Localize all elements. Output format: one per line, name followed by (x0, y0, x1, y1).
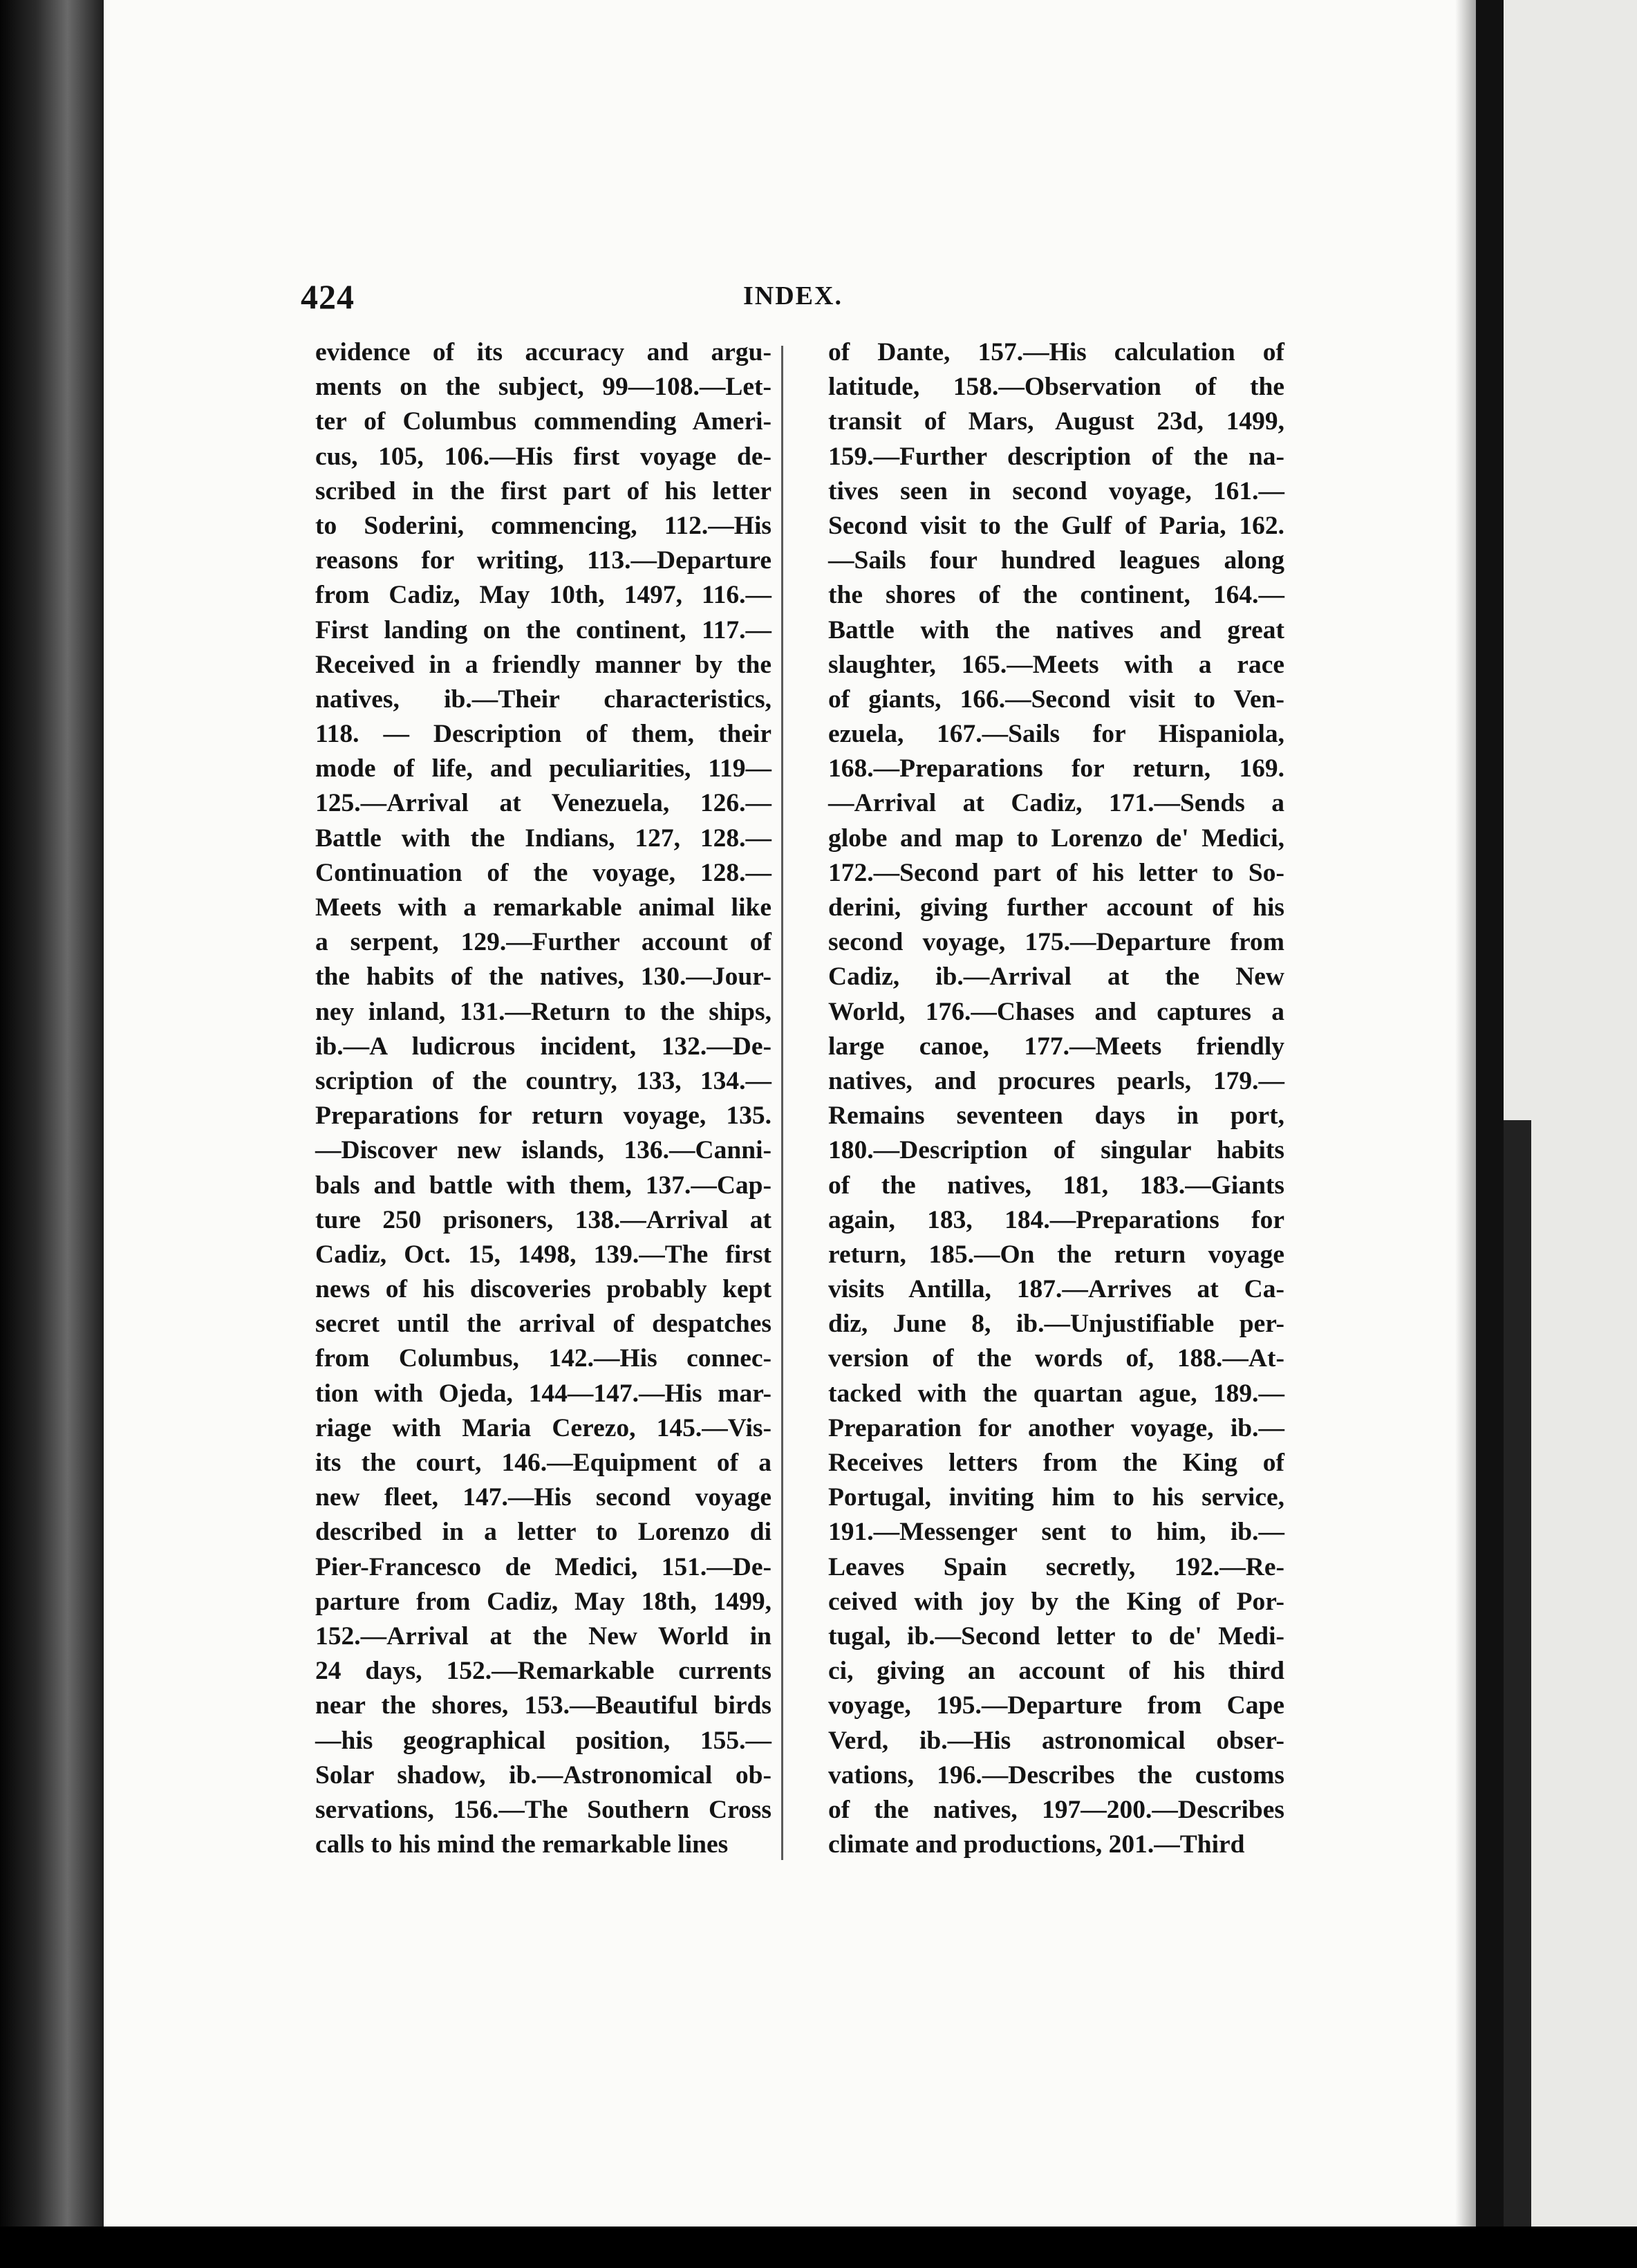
index-line: new fleet, 147.—His second voyage (315, 1483, 771, 1512)
index-line: of Dante, 157.—His calculation of (828, 338, 1284, 366)
index-line: Cadiz, Oct. 15, 1498, 139.—The first (315, 1240, 771, 1269)
index-line: scription of the country, 133, 134.— (315, 1066, 771, 1095)
index-line: 159.—Further description of the na- (828, 442, 1284, 471)
index-line: Battle with the natives and great (828, 615, 1284, 644)
index-line: globe and map to Lorenzo de' Medici, (828, 824, 1284, 853)
running-title: INDEX. (743, 281, 843, 310)
index-line: Meets with a remarkable animal like (315, 893, 771, 922)
index-line: riage with Maria Cerezo, 145.—Vis- (315, 1413, 771, 1442)
index-line: its the court, 146.—Equipment of a (315, 1449, 771, 1477)
index-line: of giants, 166.—Second visit to Ven- (828, 685, 1284, 714)
index-line: second voyage, 175.—Departure from (828, 928, 1284, 957)
index-line: Preparation for another voyage, ib.— (828, 1413, 1284, 1442)
index-line: described in a letter to Lorenzo di (315, 1518, 771, 1547)
index-line: voyage, 195.—Departure from Cape (828, 1691, 1284, 1720)
index-line: Battle with the Indians, 127, 128.— (315, 824, 771, 853)
index-line: Solar shadow, ib.—Astronomical ob- (315, 1760, 771, 1790)
index-line: cus, 105, 106.—His first voyage de- (315, 442, 771, 471)
index-line: tives seen in second voyage, 161.— (828, 476, 1284, 505)
index-line: tion with Ojeda, 144—147.—His mar- (315, 1379, 771, 1408)
index-line: the shores of the continent, 164.— (828, 581, 1284, 610)
index-line: Received in a friendly manner by the (315, 650, 771, 679)
index-line: Continuation of the voyage, 128.— (315, 858, 771, 887)
facing-page-edge (1504, 0, 1637, 2227)
index-line: 125.—Arrival at Venezuela, 126.— (315, 789, 771, 818)
index-line: ci, giving an account of his third (828, 1657, 1284, 1686)
index-line: natives, ib.—Their characteristics, (315, 685, 771, 714)
index-line: 152.—Arrival at the New World in (315, 1621, 771, 1651)
index-line: from Columbus, 142.—His connec- (315, 1344, 771, 1373)
index-line: latitude, 158.—Observation of the (828, 373, 1284, 402)
index-line: evidence of its accuracy and argu- (315, 338, 771, 366)
index-column-right (828, 335, 1284, 1862)
index-line: Preparations for return voyage, 135. (315, 1102, 771, 1131)
index-line: slaughter, 165.—Meets with a race (828, 650, 1284, 679)
index-line: news of his discoveries probably kept (315, 1275, 771, 1304)
index-line: the habits of the natives, 130.—Jour- (315, 963, 771, 992)
page-number: 424 (301, 277, 355, 316)
index-line: return, 185.—On the return voyage (828, 1240, 1284, 1269)
index-line: of the natives, 181, 183.—Giants (828, 1171, 1284, 1200)
index-line: —Discover new islands, 136.—Canni- (315, 1136, 771, 1165)
index-line: reasons for writing, 113.—Departure (315, 546, 771, 575)
index-line: ture 250 prisoners, 138.—Arrival at (315, 1205, 771, 1234)
page-header (301, 277, 1282, 318)
index-line: again, 183, 184.—Preparations for (828, 1205, 1284, 1234)
index-line: Pier-Francesco de Medici, 151.—De- (315, 1552, 771, 1581)
index-line: ib.—A ludicrous incident, 132.—De- (315, 1032, 771, 1061)
index-line: Portugal, inviting him to his service, (828, 1483, 1284, 1512)
index-line: Verd, ib.—His astronomical obser- (828, 1726, 1284, 1755)
index-line: mode of life, and peculiarities, 119— (315, 754, 771, 783)
index-line: 180.—Description of singular habits (828, 1136, 1284, 1165)
index-line: 168.—Preparations for return, 169. (828, 754, 1284, 783)
scan-edge-left (0, 0, 104, 2227)
index-line: calls to his mind the remarkable lines (315, 1830, 729, 1859)
scan-bottom-edge (0, 2227, 1637, 2268)
index-line: Receives letters from the King of (828, 1449, 1284, 1477)
index-column-left (315, 335, 771, 1862)
index-line: 172.—Second part of his letter to So- (828, 858, 1284, 887)
index-line: visits Antilla, 187.—Arrives at Ca- (828, 1275, 1284, 1304)
index-line: World, 176.—Chases and captures a (828, 997, 1284, 1026)
column-divider (781, 346, 783, 1860)
index-line: —Arrival at Cadiz, 171.—Sends a (828, 789, 1284, 818)
index-line: ceived with joy by the King of Por- (828, 1587, 1284, 1616)
index-line: derini, giving further account of his (828, 893, 1284, 922)
binding-strip (1476, 0, 1504, 2227)
index-line: —Sails four hundred leagues along (828, 546, 1284, 575)
index-line: Leaves Spain secretly, 192.—Re- (828, 1552, 1284, 1581)
index-line: —his geographical position, 155.— (315, 1726, 771, 1755)
index-line: tacked with the quartan ague, 189.— (828, 1379, 1284, 1408)
index-line: bals and battle with them, 137.—Cap- (315, 1171, 771, 1200)
index-line: Cadiz, ib.—Arrival at the New (828, 963, 1284, 992)
index-line: parture from Cadiz, May 18th, 1499, (315, 1587, 771, 1616)
index-line: natives, and procures pearls, 179.— (828, 1066, 1284, 1095)
index-line: ments on the subject, 99—108.—Let- (315, 373, 771, 402)
index-line: near the shores, 153.—Beautiful birds (315, 1691, 771, 1720)
index-line: tugal, ib.—Second letter to de' Medi- (828, 1621, 1284, 1651)
index-line: vations, 196.—Describes the customs (828, 1760, 1284, 1790)
index-line: ter of Columbus commending Ameri- (315, 407, 771, 436)
index-line: 191.—Messenger sent to him, ib.— (828, 1518, 1284, 1547)
index-line: ney inland, 131.—Return to the ships, (315, 997, 771, 1026)
index-line: version of the words of, 188.—At- (828, 1344, 1284, 1373)
index-line: First landing on the continent, 117.— (315, 615, 771, 644)
index-line: transit of Mars, August 23d, 1499, (828, 407, 1284, 436)
index-line: ezuela, 167.—Sails for Hispaniola, (828, 720, 1284, 749)
index-line: diz, June 8, ib.—Unjustifiable per- (828, 1310, 1284, 1339)
index-line: from Cadiz, May 10th, 1497, 116.— (315, 581, 771, 610)
index-line: Second visit to the Gulf of Paria, 162. (828, 511, 1284, 540)
facing-page-shadow (1504, 1120, 1531, 2227)
index-line: scribed in the first part of his letter (315, 476, 771, 505)
index-line: 118. — Description of them, their (315, 720, 771, 749)
index-line: a serpent, 129.—Further account of (315, 928, 771, 957)
index-line: 24 days, 152.—Remarkable currents (315, 1657, 771, 1686)
index-line: servations, 156.—The Southern Cross (315, 1795, 771, 1824)
index-line: climate and productions, 201.—Third (828, 1830, 1245, 1859)
index-line: Remains seventeen days in port, (828, 1102, 1284, 1131)
index-line: large canoe, 177.—Meets friendly (828, 1032, 1284, 1061)
index-line: to Soderini, commencing, 112.—His (315, 511, 771, 540)
gutter-shadow (1455, 0, 1476, 2227)
index-line: secret until the arrival of despatches (315, 1310, 771, 1339)
index-line: of the natives, 197—200.—Describes (828, 1795, 1284, 1824)
